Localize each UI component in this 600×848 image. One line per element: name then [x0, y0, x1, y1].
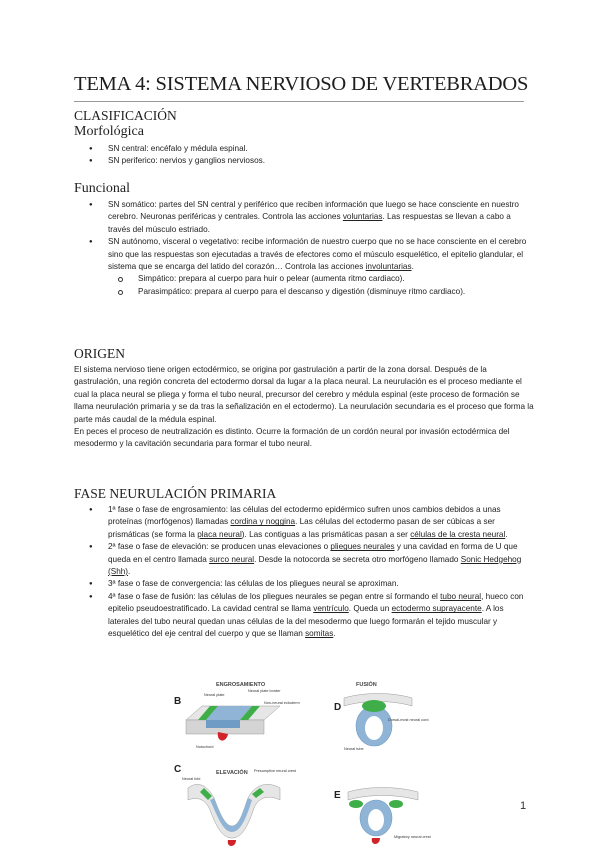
panel-letter-c: C [174, 764, 182, 775]
list-item: ● SN periferico: nervios y ganglios nerviosos. [74, 155, 534, 167]
pliegues-neurales-term: pliegues neurales [330, 542, 395, 552]
autonomo-sublist [108, 273, 534, 298]
morfologica-list [74, 143, 534, 168]
panel-b-plate-front [206, 720, 240, 728]
label-neural-fold: Neural fold [182, 777, 201, 781]
fase4-text-c: . Queda un [348, 604, 392, 614]
panel-e-lumen [368, 809, 384, 831]
fase4-text: 4ª fase o fase de fusión: las células de los pliegues neurales se pegan entre sí formando el [108, 591, 441, 601]
origen-paragraph-2: En peces el proceso de neutralización es distinto. Ocurre la formación de un cordón neural por invasión ectodérmica del mesodermo y la cavitación secundaria para formar el tubo neural. [74, 427, 510, 449]
label-presumptive-neural-crest: Presumptive neural crest [254, 769, 296, 773]
ventriculo-term: ventrículo [313, 604, 349, 614]
page-number: 1 [520, 800, 527, 812]
subheading-morfologica: Morfológica [74, 124, 144, 139]
somitas-term: somitas [305, 629, 334, 639]
cresta-neural-term: células de la cresta neural [410, 529, 506, 539]
section-heading-origen: ORIGEN [74, 346, 125, 361]
label-fusion: FUSIÓN [356, 682, 377, 688]
list-item-fase-3: ● 3ª fase o fase de convergencia: las células de los pliegues neural se aproximan. [74, 578, 534, 590]
list-item-autonomo [74, 236, 534, 298]
morfologica-list-block [74, 143, 534, 168]
panel-c-notochord [228, 840, 236, 846]
panel-letter-e: E [334, 790, 341, 801]
section-heading-fase: FASE NEURULACIÓN PRIMARIA [74, 486, 277, 501]
panel-e-ectoderm [348, 788, 418, 801]
list-item-fase-2 [74, 541, 534, 578]
funcional-list [74, 199, 534, 298]
sublist-item-parasimpatico: Parasimpático: prepara al cuerpo para el descanso y digestión (disminuye ritmo cardiaco). [108, 286, 534, 298]
fase2-text-b: y una cavidad en forma de U que queda en el centro llamada [108, 542, 518, 564]
panel-d-crest [362, 700, 386, 712]
cordina-noggina-term: cordina y noggina [230, 517, 296, 527]
label-notochord: Notochord [196, 745, 214, 749]
fase2-text-c: . Desde la notocorda se secreta otro morfógeno llamado [254, 554, 461, 564]
panel-e-crest-right [389, 800, 403, 808]
subheading-funcional: Funcional [74, 181, 130, 196]
label-migratory-neural-crest: Migratory neural crest [394, 835, 431, 839]
fase4-text-d: . A los laterales del tubo neural quedan unas células de la del mesodermo que luego formarán el tejido muscular y esquelético del eje central del cuerpo y que se llaman [108, 604, 504, 639]
fase1-text-c: ). Las contiguas a las prismáticas pasan a ser [241, 529, 411, 539]
panel-letter-d: D [334, 702, 342, 713]
fase4-text-b: , hueco con epitelio pseudoestratificado. La cavidad central se llama [108, 591, 524, 614]
fase2-text: 2ª fase o fase de elevación: se producen unas elevaciones o [108, 542, 331, 552]
label-neural-tube: Neural tube [344, 747, 364, 751]
neurulation-figure [168, 676, 448, 848]
fase-list [74, 504, 534, 640]
panel-letter-b: B [174, 696, 182, 707]
fase1-text-b: . Las células del ectodermo pasan de ser cúbicas a ser prismáticas (se forma la [108, 517, 495, 539]
list-item-fase-1 [74, 504, 534, 541]
origen-paragraph-1: El sistema nervioso tiene origen ectodérmico, se origina por gastrulación a partir de la zona dorsal. Después de la gastrulación, una región concreta del ectodermo dorsal da lugar a la placa neural. La neurulación es el proceso mediante el cual la placa neural se pliega y forma el tubo neural, precursor del cerebro y médula espinal (este proceso de formación se llama neurulación primaria y se da tras la señalización en el ectodermo). La neurulación secundaria es el proceso que forma la parte más caudal de la médula espinal. [74, 365, 534, 424]
list-item: ● SN central: encéfalo y médula espinal. [74, 143, 534, 155]
placa-neural-term: placa neural [197, 529, 242, 539]
list-item-fase-4 [74, 591, 534, 641]
page-title: TEMA 4: SISTEMA NERVIOSO DE VERTEBRADOS [74, 73, 529, 95]
somatico-text-end: . Las respuestas se llevan a cabo a través del músculo estriado. [108, 212, 511, 234]
fase1-text: 1ª fase o fase de engrosamiento: las células del ectodermo epidérmico sufren unos cambios debidos a unas proteínas (morfógenos) llamadas [108, 505, 501, 527]
somatico-text: SN somático: partes del SN central y periférico que reciben información que luego se hace consciente en nuestro cerebro. Neuronas periféricas y centrales. Controla las acciones [108, 200, 519, 222]
panel-e-notochord [372, 838, 380, 844]
fase2-text-d: . [128, 567, 131, 577]
ectodermo-suprayacente-term: ectodermo suprayacente [391, 604, 482, 614]
section-heading-clasificacion: CLASIFICACIÓN [74, 108, 177, 123]
sublist-item-simpatico: Simpático: prepara al cuerpo para huir o pelear (aumenta ritmo cardiaco). [108, 273, 534, 285]
label-dorsal-neural-cord: Dorsal-most neural cord [388, 718, 429, 722]
surco-neural-term: surco neural [209, 554, 255, 564]
voluntarias-term: voluntarias [342, 212, 383, 222]
tubo-neural-term: tubo neural [440, 591, 482, 601]
list-item-somatico [74, 199, 534, 236]
label-non-neural-ectoderm: Non-neural ectoderm [264, 701, 300, 705]
fase-list-block [74, 504, 534, 640]
origen-text-block [74, 364, 534, 451]
label-neural-plate: Neural plate [204, 693, 225, 697]
autonomo-text-end: . [411, 262, 414, 272]
involuntarias-term: involuntarias [365, 262, 412, 272]
panel-e-crest-left [349, 800, 363, 808]
label-elevacion: ELEVACIÓN [216, 770, 248, 776]
shh-term: Sonic Hedgehog (Shh) [108, 554, 522, 577]
fase1-text-d: . [505, 529, 508, 539]
title-rule [74, 101, 524, 102]
funcional-list-block [74, 199, 534, 298]
panel-d-lumen [365, 716, 383, 740]
label-engrosamiento: ENGROSAMIENTO [216, 682, 266, 688]
fase4-text-e: . [333, 629, 336, 639]
label-neural-plate-border: Neural plate border [248, 689, 281, 693]
autonomo-text: SN autónomo, visceral o vegetativo: recibe información de nuestro cuerpo que no se hace consciente en el cerebro sino que las respuestas son ejecutadas a través de efectores como el músculo esquelético, el epitelio glandular, el sistema que se encarga del latido del corazón… Controla las acciones [108, 237, 527, 272]
